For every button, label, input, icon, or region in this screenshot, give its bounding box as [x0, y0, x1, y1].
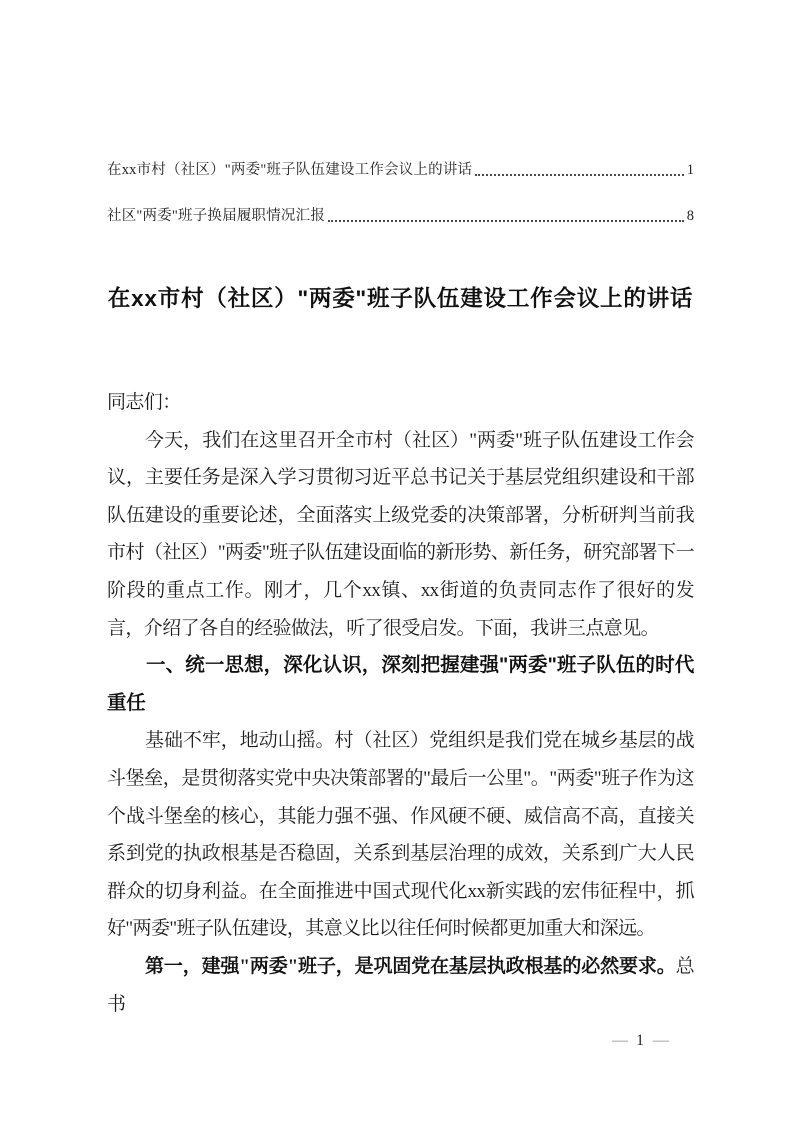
- section-heading-1: 一、统一思想，深化认识，深刻把握建强"两委"班子队伍的时代重任: [107, 654, 694, 714]
- toc-entry-1[interactable]: [107, 160, 694, 180]
- salutation: 同志们：: [107, 392, 181, 413]
- page-number: 1: [636, 1032, 644, 1049]
- document-title: 在xx市村（社区）"两委"班子队伍建设工作会议上的讲话: [107, 286, 694, 311]
- footer-dash-right: —: [653, 1032, 668, 1049]
- paragraph-body1: 基础不牢，地动山摇。村（社区）党组织是我们党在城乡基层的战斗堡垒，是贯彻落实党中央决策部署的"最后一公里"。"两委"班子作为这个战斗堡垒的核心，其能力强不强、作风硬不硬、威信高不高，直接关系到党的执政根基是否稳固，关系到基层治理的成效，关系到广大人民群众的切身利益。在全面推进中国式现代化xx新实践的宏伟征程中，抓好"两委"班子队伍建设，其意义比以往任何时候都更加重大和深远。: [107, 730, 694, 940]
- document-body: [107, 384, 694, 1023]
- point1-rest-text: 总书: [107, 955, 694, 1015]
- toc-entry-title: 在xx市村（社区）"两委"班子队伍建设工作会议上的讲话: [107, 162, 473, 178]
- toc-entry-page: 8: [686, 208, 694, 224]
- table-of-contents: [107, 160, 694, 226]
- point1-lead-sentence: 第一，建强"两委"班子，是巩固党在基层执政根基的必然要求。: [145, 955, 676, 977]
- toc-entry-2[interactable]: [107, 206, 694, 226]
- page-footer: [612, 1031, 668, 1051]
- toc-dot-leader: [328, 220, 684, 222]
- paragraph-intro: 今天，我们在这里召开全市村（社区）"两委"班子队伍建设工作会议，主要任务是深入学习贯彻习近平总书记关于基层党组织建设和干部队伍建设的重要论述，全面落实上级党委的决策部署，分析研判当前我市村（社区）"两委"班子队伍建设面临的新形势、新任务，研究部署下一阶段的重点工作。刚才，几个xx镇、xx街道的负责同志作了很好的发言，介绍了各自的经验做法，听了很受启发。下面，我讲三点意见。: [107, 429, 694, 639]
- toc-entry-page: 1: [686, 162, 694, 178]
- paragraph-point1: [107, 948, 694, 1023]
- toc-dot-leader: [475, 174, 684, 176]
- toc-entry-title: 社区"两委"班子换届履职情况汇报: [107, 208, 326, 224]
- footer-dash-left: —: [612, 1032, 627, 1049]
